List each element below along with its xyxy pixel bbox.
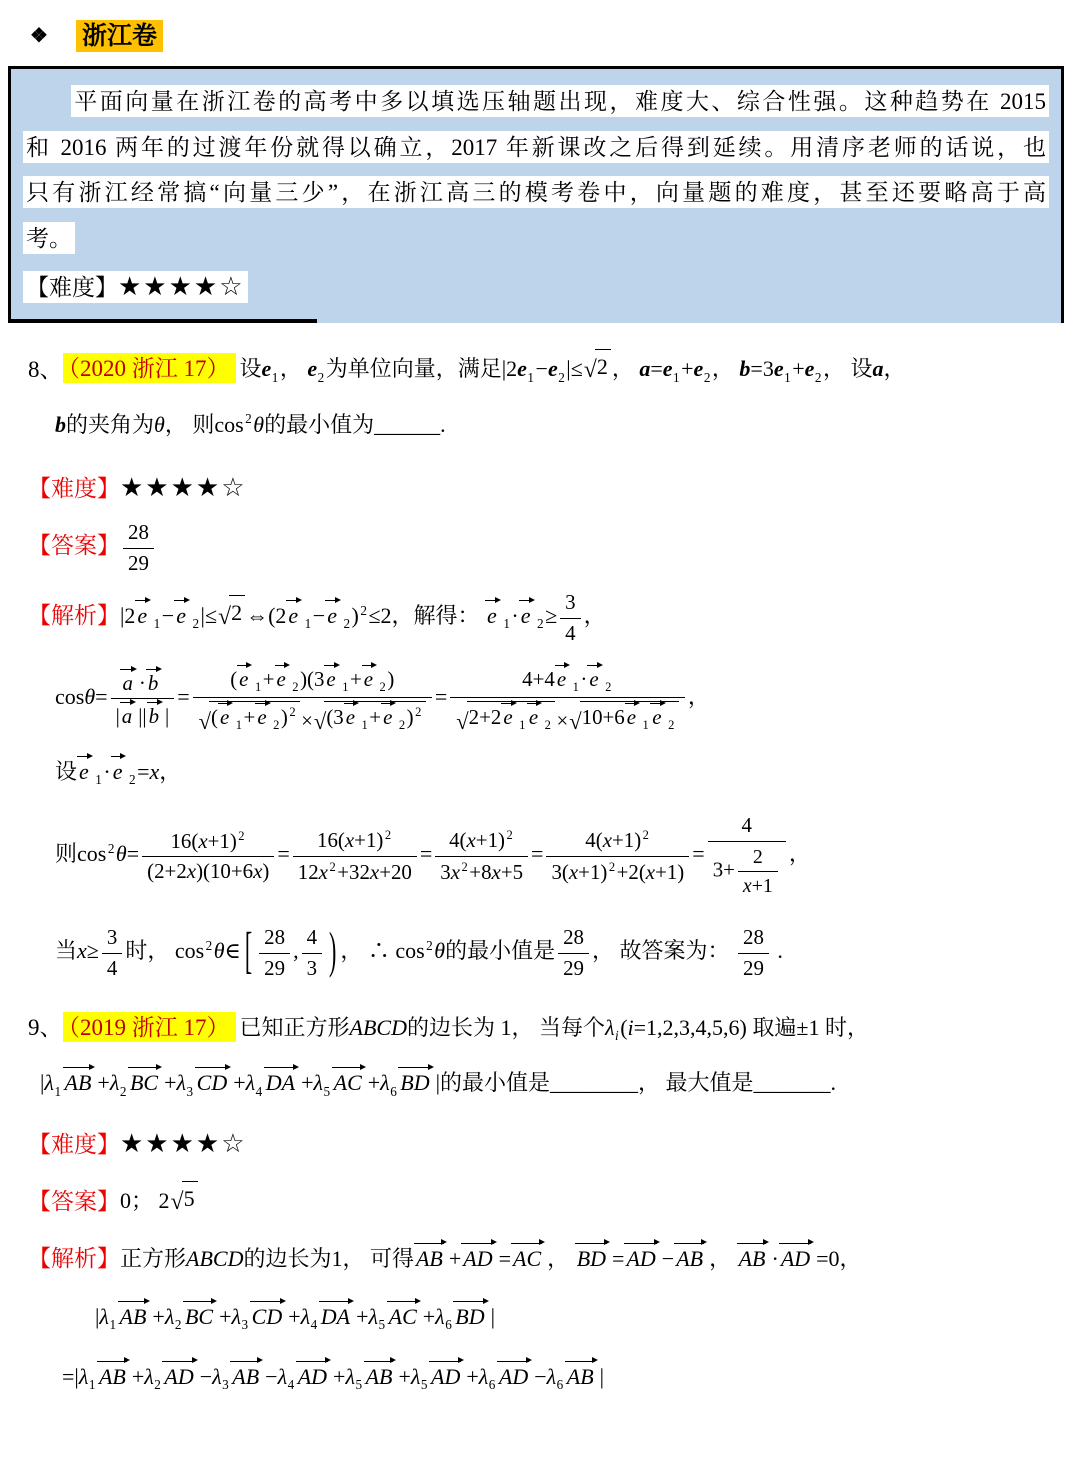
problem-8-analysis-line-1 [28, 590, 1068, 646]
problem-number: 8、 [28, 356, 63, 382]
difficulty-label: 【难度】 [28, 1131, 120, 1157]
difficulty-label: 【难度】 [28, 475, 120, 501]
intro-line-3 [23, 177, 1049, 210]
problem-9 [0, 1011, 1080, 1394]
diamond-bullet-icon: ❖ [30, 25, 48, 47]
difficulty-stars: ★★★★☆ [120, 472, 247, 502]
intro-text: 只有浙江经常搞“向量三少”，在浙江高三的模考卷中，向量题的难度，甚至还要略高于高 [23, 176, 1049, 208]
problem-source-tag: （2019 浙江 17） [63, 1012, 236, 1042]
stem-math: 已知正方形ABCD的边长为 1， 当每个$\lambda_i(i=1,2,3,4,5,6)$ 取遍±1 时， [239, 1015, 869, 1044]
problem-9-analysis-line-1 [28, 1242, 1068, 1275]
difficulty-label: 【难度】 [26, 274, 118, 300]
stem-math: 设$e_1$， $e_2$为单位向量，满足$|2e_1-e_2|\le$ √ 2 ， $a=e_1+e_2$， $b=3e_1+e_2$， 设a， [240, 356, 906, 381]
answer-label: 【答案】 [28, 1188, 120, 1214]
problem-8 [0, 349, 1080, 981]
problem-8-analysis-line-5: 当x≥ $\frac{3}{4}$ 时， cos $^2$θ∈ [ $\frac{28}{29}$ , $\frac{4}{3}$ ) ， ∴ cos $^2$θ的最小值是 $\frac{28}{29}$ ， 故答案为： $\frac{28}{29}$ . [55, 921, 783, 980]
problem-9-answer-line [28, 1181, 1068, 1218]
answer-math: 0； 2 √ 5 [120, 1188, 199, 1213]
analysis-label: 【解析】 [28, 603, 120, 629]
analysis-math: |2e $_1$−e $_2$|≤ √ 2 ⇔(2e $_1$−e $_2$) $^2$≤2，解得： e $_1$·e $_2$≥ $\frac{3}{4}$ ， [120, 590, 606, 645]
problem-source-tag: （2020 浙江 17） [63, 353, 236, 383]
intro-line-4 [23, 223, 1049, 256]
problem-9-stem-line-1 [28, 1011, 1068, 1045]
problem-8-analysis-line-2: cosθ= $\frac{a \cdot b}{|a ||b |}$ = (e $_1$+e $_2$)(3e $_1$+e $_2$) √ (e $_1$+e $_2$) $^2$ × √ (3e $_1$+e $_2$) $^2$ = 4+4e $_1$·e $_2$ √ 2+2e $_1$ e $_2$ × √ 10+6e $_1$ e $_2$ ， [55, 664, 1068, 734]
intro-difficulty-line [23, 269, 1049, 306]
analysis-label: 【解析】 [28, 1245, 120, 1271]
problem-8-stem-line-1 [28, 349, 1068, 387]
problem-8-difficulty-line [28, 469, 1068, 507]
intro-box [8, 66, 1064, 323]
section-title: 浙江卷 [76, 20, 163, 52]
problem-8-answer-line [28, 520, 1068, 576]
problem-8-analysis-line-4: 则cos $^2$θ= $\frac{16(x+1) ^2}{(2+2x)(10+6x)}$ = $\frac{16(x+1) ^2}{12x ^2+32x+20}$ = $\frac{4(x+1) ^2}{3x ^2+8x+5}$ = $\frac{4(x+1) ^2}{3(x+1) ^2+2(x+1)}$ = 4 3+ $\frac{2}{x+1}$ ， [55, 813, 811, 897]
answer-label: 【答案】 [28, 533, 120, 559]
problem-9-stem-line-2: $|\lambda_1$ AB $+\lambda_2$ BC $+\lambda_3$ CD $+\lambda_4$ DA $+\lambda_5$ AC $+\lambda_6$ BD |的最小值是________， 最大值是_______. [40, 1067, 1068, 1100]
intro-text: 和 2016 两年的过渡年份就得以确立，2017 年新课改之后得到延续。用清序老师的话说，也 [23, 131, 1049, 163]
intro-line-2 [23, 132, 1049, 165]
difficulty-stars: ★★★★☆ [118, 271, 245, 301]
problem-9-difficulty-line [28, 1125, 1068, 1163]
answer-math: $\frac{28}{29}$ [120, 533, 157, 558]
section-header [30, 16, 1080, 52]
problem-9-analysis-line-2: $|\lambda_1$ AB $+\lambda_2$ BC $+\lambda_3$ CD $+\lambda_4$ DA $+\lambda_5$ AC $+\lambda_6$ BD | [95, 1301, 1068, 1334]
problem-number: 9、 [28, 1015, 63, 1040]
intro-text: 考。 [23, 222, 75, 254]
problem-8-stem-line-2: b的夹角为θ， 则cos $^2$θ的最小值为______. [55, 411, 446, 437]
intro-text: 平面向量在浙江卷的高考中多以填选压轴题出现，难度大、综合性强。这种趋势在 2015 [71, 85, 1049, 117]
intro-line-1 [23, 86, 1049, 119]
box-bottom-rule [11, 319, 317, 323]
problem-9-analysis-line-3: $=|\lambda_1$ AB $+\lambda_2$ AD $-\lambda_3$ AB $-\lambda_4$ AD $+\lambda_5$ AB $+\lambda_5$ AD $+\lambda_6$ AD $-\lambda_6$ AB | [62, 1361, 1068, 1394]
difficulty-stars: ★★★★☆ [120, 1128, 247, 1158]
intro-difficulty [23, 271, 248, 303]
analysis-math: 正方形ABCD的边长为1， 可得AB +AD =AC ， BD =AD −AB ， AB ·AD =0， [120, 1246, 862, 1271]
problem-8-analysis-line-3: 设e $_1$·e $_2$=x， [55, 756, 1068, 789]
